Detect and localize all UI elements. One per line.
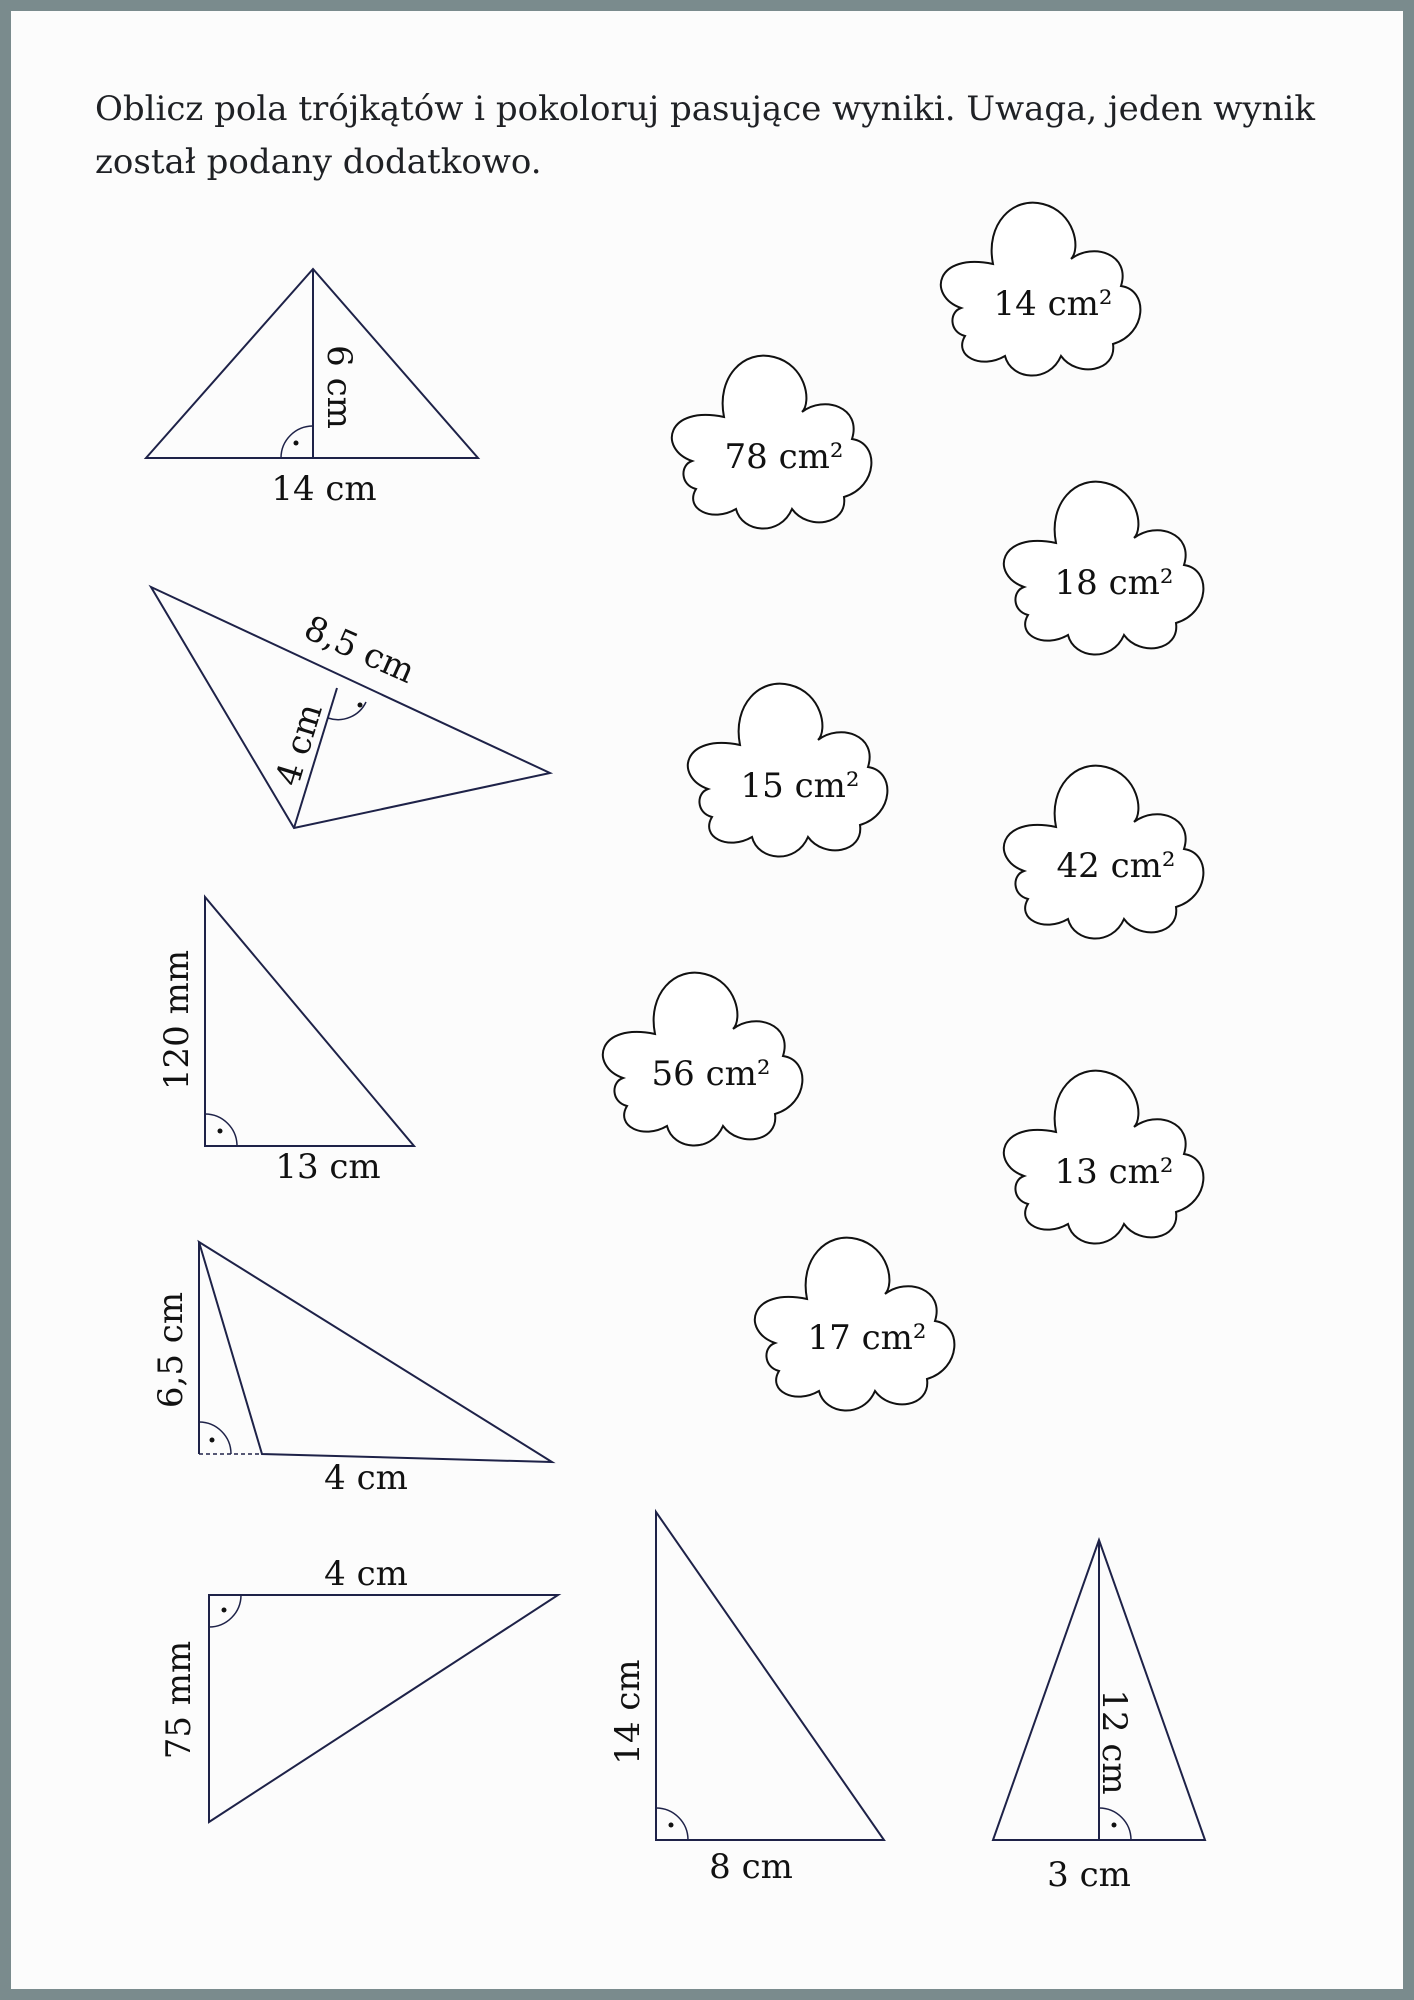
- triangle-1: [146, 269, 478, 509]
- triangle-5-right-angle-dot: [222, 1608, 227, 1613]
- answer-cloud-78[interactable]: [672, 356, 872, 529]
- triangle-5: [159, 1554, 558, 1822]
- triangle-4: [151, 1242, 552, 1498]
- triangle-1-right-angle-dot: [294, 441, 299, 446]
- answer-cloud-14[interactable]: [941, 203, 1141, 376]
- triangle-1-height-label: 6 cm: [319, 345, 359, 429]
- triangle-6-right-angle-dot: [669, 1823, 674, 1828]
- answer-label: 17 cm²: [807, 1318, 927, 1358]
- answer-cloud-42[interactable]: [1004, 766, 1204, 939]
- triangle-6-base-label: 8 cm: [709, 1847, 793, 1887]
- triangle-5-leg-label: 75 mm: [159, 1640, 199, 1760]
- triangle-7: [993, 1540, 1205, 1895]
- triangle-3-shape: [205, 897, 414, 1146]
- triangle-6-shape: [656, 1512, 884, 1840]
- triangle-4-shape: [199, 1242, 552, 1462]
- triangle-7-base-label: 3 cm: [1047, 1855, 1131, 1895]
- triangle-5-top-label: 4 cm: [324, 1554, 408, 1594]
- answer-cloud-13[interactable]: [1004, 1071, 1204, 1244]
- answer-label: 13 cm²: [1054, 1152, 1174, 1192]
- triangle-4-right-angle: [199, 1422, 231, 1454]
- answer-label: 18 cm²: [1054, 563, 1174, 603]
- triangle-7-height-label: 12 cm: [1094, 1689, 1134, 1795]
- triangle-4-right-angle-dot: [210, 1438, 215, 1443]
- answer-label: 15 cm²: [740, 766, 860, 806]
- triangle-3-base-label: 13 cm: [275, 1147, 381, 1187]
- answer-label: 42 cm²: [1056, 846, 1176, 886]
- answer-label: 14 cm²: [993, 284, 1113, 324]
- triangle-4-height-label: 6,5 cm: [151, 1291, 191, 1409]
- triangle-1-base-label: 14 cm: [271, 469, 377, 509]
- triangle-7-right-angle-dot: [1112, 1823, 1117, 1828]
- triangle-5-shape: [209, 1595, 558, 1822]
- triangle-6: [608, 1512, 884, 1887]
- answer-cloud-18[interactable]: [1004, 482, 1204, 655]
- triangle-4-base-label: 4 cm: [324, 1458, 408, 1498]
- triangle-6-leg-label: 14 cm: [608, 1659, 648, 1765]
- answer-label: 78 cm²: [724, 437, 844, 477]
- triangle-2-side-label: 8,5 cm: [298, 608, 421, 692]
- triangle-2: [151, 587, 550, 828]
- answer-cloud-56[interactable]: [603, 973, 803, 1146]
- triangle-2-right-angle-dot: [358, 703, 363, 708]
- triangle-2-height-label: 4 cm: [268, 698, 331, 791]
- triangle-3: [157, 897, 414, 1187]
- answer-label: 56 cm²: [651, 1054, 771, 1094]
- answer-cloud-15[interactable]: [688, 684, 888, 857]
- answer-cloud-17[interactable]: [755, 1238, 955, 1411]
- triangle-3-leg-label: 120 mm: [157, 949, 197, 1091]
- triangle-3-right-angle-dot: [218, 1129, 223, 1134]
- instruction-text: Oblicz pola trójkątów i pokoloruj pasujące wyniki. Uwaga, jeden wynik został podany dodatkowo.: [95, 89, 1315, 182]
